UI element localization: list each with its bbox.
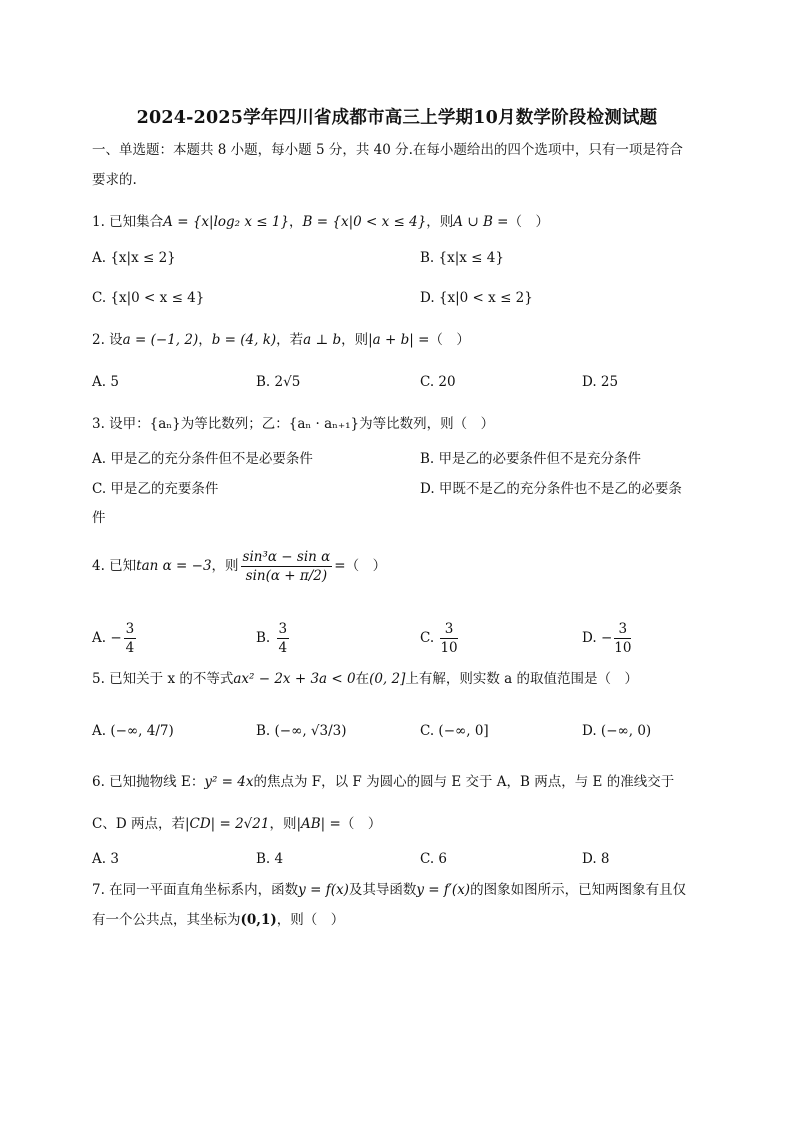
q4-option-a: A. − $\frac{3}{4}$ <box>92 621 135 656</box>
q1-option-c: C. {x|0 < x ≤ 4} <box>92 290 205 306</box>
question-6-line2: C、D 两点，若|CD| = 2√21，则|AB| =（ ） <box>92 816 382 832</box>
vector-a: a = (−1, 2) <box>122 332 199 348</box>
trig-fraction: $\frac{\text{sin³α − sin α}}{\sin(\alpha + \pi/2)}$ <box>242 549 331 584</box>
q5-option-c: C. (−∞, 0] <box>420 723 489 739</box>
tan-given: tan α = −3 <box>136 558 212 574</box>
q2-option-a: A. 5 <box>92 374 119 390</box>
question-3-stem: 3. 设甲：{aₙ}为等比数列；乙：{aₙ · aₙ₊₁}为等比数列，则（ ） <box>92 416 495 432</box>
common-point: (0,1) <box>240 912 277 928</box>
q1-option-b: B. {x|x ≤ 4} <box>420 250 504 266</box>
section-heading-line2: 要求的. <box>92 172 137 188</box>
question-4-stem: 4. 已知tan α = −3，则 $\frac{\text{sin³α − sin α}}{\sin(\alpha + \pi/2)}$ =（ ） <box>92 549 387 584</box>
question-2-stem: 2. 设a = (−1, 2)，b = (4, k)，若a ⊥ b，则|a + b| =（ ） <box>92 332 470 348</box>
q3-option-b: B. 甲是乙的必要条件但不是充分条件 <box>420 451 642 467</box>
set-a: A = {x|log₂ x ≤ 1} <box>163 214 290 230</box>
q3-option-c: C. 甲是乙的充要条件 <box>92 481 219 497</box>
q2-option-c: C. 20 <box>420 374 456 390</box>
q4-option-b: B. $\frac{3}{4}$ <box>256 621 288 656</box>
question-7-line1: 7. 在同一平面直角坐标系内，函数y = f(x)及其导函数y = f′(x)的图象如图所示，已知两图象有且仅 <box>92 882 687 898</box>
q1-option-a: A. {x|x ≤ 2} <box>92 250 176 266</box>
q6-option-a: A. 3 <box>92 851 119 867</box>
derivative-f: y = f′(x) <box>416 882 471 898</box>
question-7-line2: 有一个公共点，其坐标为(0,1)，则（ ） <box>92 912 345 928</box>
function-f: y = f(x) <box>298 882 349 898</box>
q3-option-d: D. 甲既不是乙的充分条件也不是乙的必要条 <box>420 481 682 497</box>
q6-option-d: D. 8 <box>582 851 610 867</box>
q3-option-d-wrap: 件 <box>92 510 106 526</box>
q2-option-b: B. 2√5 <box>256 374 301 390</box>
set-b: B = {x|0 < x ≤ 4} <box>302 214 427 230</box>
magnitude-expr: |a + b| = <box>368 332 430 348</box>
parabola-eq: y² = 4x <box>204 774 254 790</box>
q5-option-d: D. (−∞, 0) <box>582 723 652 739</box>
inequality: ax² − 2x + 3a < 0 <box>233 671 356 687</box>
q4-option-c: C. $\frac{3}{10}$ <box>420 621 458 656</box>
page-title: 2024-2025学年四川省成都市高三上学期10月数学阶段检测试题 <box>136 108 658 128</box>
q5-option-a: A. (−∞, 4/7) <box>92 723 174 739</box>
vector-b: b = (4, k) <box>211 332 277 348</box>
question-5-stem: 5. 已知关于 x 的不等式ax² − 2x + 3a < 0在(0, 2]上有解，则实数 a 的取值范围是（ ） <box>92 671 638 687</box>
interval: (0, 2] <box>369 671 406 687</box>
perpendicular-cond: a ⊥ b <box>303 332 342 348</box>
q6-option-b: B. 4 <box>256 851 284 867</box>
q4-option-d: D. − $\frac{3}{10}$ <box>582 621 632 656</box>
union-expr: A ∪ B = <box>453 214 509 230</box>
q1-option-d: D. {x|0 < x ≤ 2} <box>420 290 533 306</box>
question-6-line1: 6. 已知抛物线 E：y² = 4x的焦点为 F，以 F 为圆心的圆与 E 交于 A，B 两点，与 E 的准线交于 <box>92 774 675 790</box>
q6-option-c: C. 6 <box>420 851 448 867</box>
section-heading-line1: 一、单选题：本题共 8 小题，每小题 5 分，共 40 分.在每小题给出的四个选项中，只有一项是符合 <box>92 142 683 158</box>
q3-option-a: A. 甲是乙的充分条件但不是必要条件 <box>92 451 313 467</box>
cd-length: |CD| = 2√21 <box>184 816 270 832</box>
q5-option-b: B. (−∞, √3/3) <box>256 723 347 739</box>
ab-length: |AB| = <box>296 816 341 832</box>
q2-option-d: D. 25 <box>582 374 619 390</box>
question-1-stem: 1. 已知集合A = {x|log₂ x ≤ 1}，B = {x|0 < x ≤ 4}，则A ∪ B =（ ） <box>92 214 549 230</box>
